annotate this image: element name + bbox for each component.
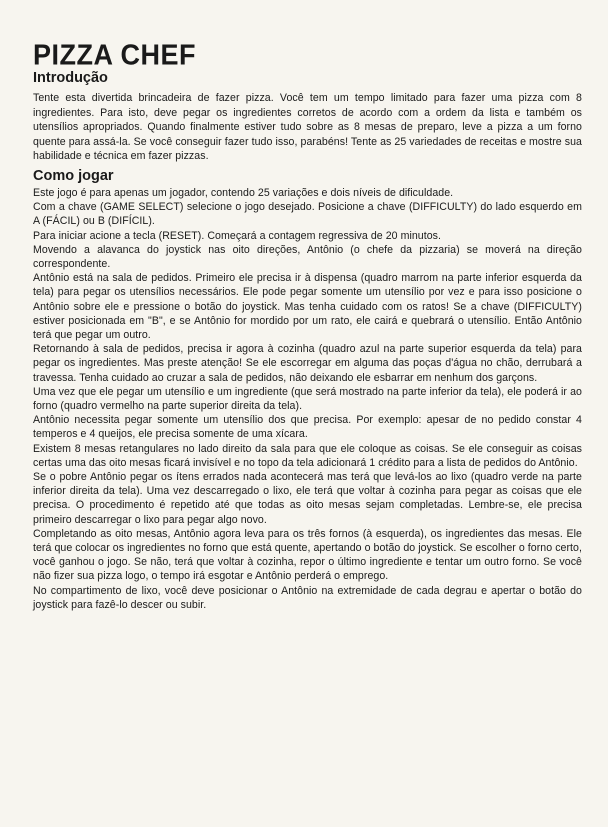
how-to-play-paragraph: Antônio necessita pegar somente um utensílio dos que precisa. Por exemplo: apesar de no pedido constar 4 temperos e 4 queijos, ele precisa somente de uma xícara. bbox=[33, 414, 582, 441]
how-to-play-paragraph: Este jogo é para apenas um jogador, contendo 25 variações e dois níveis de dificuldade. bbox=[33, 186, 454, 199]
how-to-play-section bbox=[33, 186, 582, 612]
how-to-play-paragraph: Se o pobre Antônio pegar os ítens errados nada acontecerá mas terá que levá-los ao lixo (quadro verde na parte inferior direita da tela). Uma vez descarregado o lixo, ele terá que voltar à cozinha para pegar as coisas que ele precisa. O procedimento é repetido até que todas as oito mesas sejam completadas. Lembre-se, ele precisa primeiro descarregar o lixo para pegar algo novo. bbox=[33, 471, 582, 526]
how-to-play-paragraph: Antônio está na sala de pedidos. Primeiro ele precisa ir à dispensa (quadro marrom na parte inferior esquerda da tela) para pegar os utensílios necessários. Ele pode pegar somente um utensílio por vez e para isso posicione o Antônio sobre ele e pressione o botão do joystick. Mas tenha cuidado com os ratos! Se a chave (DIFFICULTY) estiver posicionada em "B", e se Antônio for mordido por um rato, ele cairá e quebrará o utensílio. Então Antônio terá que pegar um outro. bbox=[33, 272, 582, 341]
how-to-play-paragraph: Uma vez que ele pegar um utensílio e um ingrediente (que será mostrado na parte inferior da tela), ele poderá ir ao forno (quadro vermelho na parte superior direita da tela). bbox=[33, 385, 582, 413]
intro-paragraph: Tente esta divertida brincadeira de fazer pizza. Você tem um tempo limitado para fazer uma pizza com 8 ingredientes. Para isto, deve pegar os ingredientes corretos de acordo com a ordem da lista e também os utensílios apropriados. Quando finalmente estiver tudo sobre as 8 mesas de preparo, leve a pizza a um forno quente para assá-la. Se você conseguir fazer tudo isso, parabéns! Tente as 25 variedades de receitas e mostre sua habilidade e técnica em fazer pizzas. bbox=[33, 92, 582, 163]
how-to-play-paragraph: Retornando à sala de pedidos, precisa ir agora à cozinha (quadro azul na parte superior esquerda da tela) para pegar os ingredientes. Mas preste atenção! Se ele escorregar em alguma das poças d'água no chão, derrubará a travessa. Tenha cuidado ao cruzar a sala de pedidos, não deixando ele esbarrar em nenhum dos garçons. bbox=[33, 343, 582, 384]
how-to-play-paragraph: Existem 8 mesas retangulares no lado direito da sala para que ele coloque as coisas. Se ele conseguir as coisas certas uma das oito mesas ficará invisível e no topo da tela adicionará 1 crédito para a lista de pedidos do Antônio. bbox=[33, 442, 582, 469]
how-to-play-paragraph: Movendo a alavanca do joystick nas oito direções, Antônio (o chefe da pizzaria) se moverá na direção correspondente. bbox=[33, 243, 582, 270]
how-to-play-paragraph: No compartimento de lixo, você deve posicionar o Antônio na extremidade de cada degrau e apertar o botão do joystick para fazê-lo descer ou subir. bbox=[33, 584, 582, 611]
how-to-play-heading: Como jogar bbox=[33, 167, 114, 184]
how-to-play-paragraph: Para iniciar acione a tecla (RESET). Começará a contagem regressiva de 20 minutos. bbox=[33, 229, 442, 242]
page-title: PIZZA CHEF bbox=[33, 38, 196, 71]
how-to-play-paragraph: Com a chave (GAME SELECT) selecione o jogo desejado. Posicione a chave (DIFFICULTY) do lado esquerdo em A (FÁCIL) ou B (DIFÍCIL). bbox=[33, 201, 582, 228]
how-to-play-paragraph: Completando as oito mesas, Antônio agora leva para os três fornos (à esquerda), os ingredientes das mesas. Ele terá que colocar os ingredientes no forno que está quente, apertando o botão do joystick. Se escolher o forno certo, você ganhou o jogo. Se não, terá que voltar à cozinha, repor o último ingrediente e tentar um outro forno. Se você não fizer sua pizza logo, o tempo irá esgotar e Antônio perderá o emprego. bbox=[33, 527, 582, 583]
intro-heading: Introdução bbox=[33, 70, 108, 86]
